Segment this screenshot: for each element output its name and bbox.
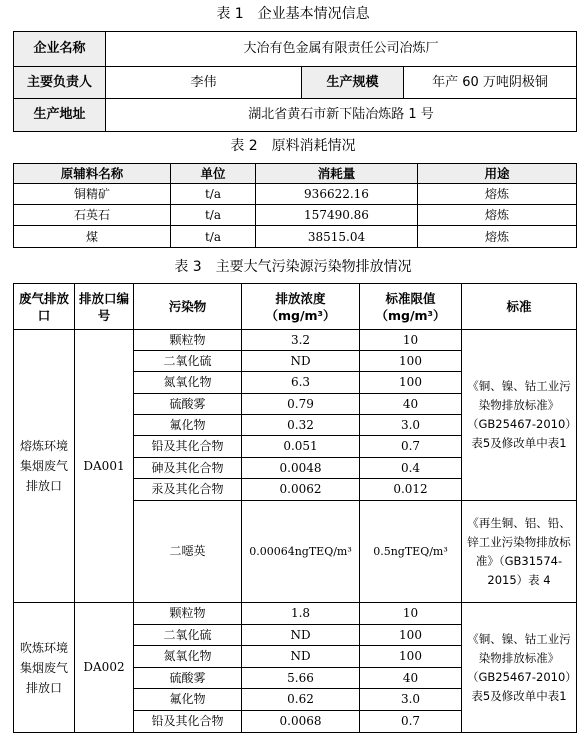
concentration: 0.0062 <box>242 479 360 501</box>
limit: 0.5ngTEQ/m³ <box>360 501 462 603</box>
standard-header: 标准 <box>462 284 577 330</box>
material-name: 煤 <box>14 226 171 248</box>
concentration: 0.79 <box>242 394 360 415</box>
pollutant: 硫酸雾 <box>134 394 242 415</box>
concentration: 0.0048 <box>242 458 360 479</box>
column-header: 原辅料名称 <box>14 164 171 184</box>
limit: 0.4 <box>360 458 462 479</box>
concentration: ND <box>242 646 360 668</box>
limit: 100 <box>360 646 462 668</box>
pollutant: 颗粒物 <box>134 330 242 351</box>
outlet-code: DA001 <box>75 330 134 603</box>
outlet-header: 废气排放口 <box>14 284 75 330</box>
code-header: 排放口编号 <box>75 284 134 330</box>
pollutant: 铅及其化合物 <box>134 711 242 733</box>
limit-unit: （mg/m³） <box>375 307 446 323</box>
outlet-code: DA002 <box>75 603 134 733</box>
concentration: 0.051 <box>242 436 360 458</box>
pollutant: 氮氧化物 <box>134 372 242 394</box>
enterprise-info-table <box>13 31 577 132</box>
leader-value: 李伟 <box>106 67 302 99</box>
material-name: 石英石 <box>14 205 171 226</box>
concentration: ND <box>242 351 360 372</box>
limit: 100 <box>360 372 462 394</box>
company-value: 大冶有色金属有限责任公司冶炼厂 <box>106 32 577 67</box>
consumption: 157490.86 <box>256 205 418 226</box>
concentration-label: 排放浓度 <box>275 290 326 306</box>
column-header: 消耗量 <box>256 164 418 184</box>
concentration-unit: （mg/m³） <box>265 307 336 323</box>
pollutant: 铅及其化合物 <box>134 436 242 458</box>
table3-caption: 表 3 主要大气污染源污染物排放情况 <box>174 259 412 275</box>
pollutant: 硫酸雾 <box>134 668 242 689</box>
table-row <box>14 226 577 248</box>
consumption: 936622.16 <box>256 184 418 205</box>
limit: 100 <box>360 625 462 646</box>
table-row <box>14 184 577 205</box>
pollutant: 二噁英 <box>134 501 242 603</box>
address-value: 湖北省黄石市新下陆冶炼路 1 号 <box>106 99 577 132</box>
pollutant: 氟化物 <box>134 689 242 711</box>
limit: 10 <box>360 330 462 351</box>
limit: 40 <box>360 668 462 689</box>
table1-caption: 表 1 企业基本情况信息 <box>216 6 370 22</box>
address-label: 生产地址 <box>14 99 106 132</box>
leader-label: 主要负责人 <box>14 67 106 99</box>
material-name: 铜精矿 <box>14 184 171 205</box>
concentration: ND <box>242 625 360 646</box>
concentration: 0.00064ngTEQ/m³ <box>242 501 360 603</box>
standard-text: 《铜、镍、钴工业污染物排放标准》（GB25467-2010）表5及修改单中表1 <box>462 603 577 733</box>
pollutant: 氮氧化物 <box>134 646 242 668</box>
limit: 0.7 <box>360 711 462 733</box>
table-row <box>14 330 577 351</box>
scale-label: 生产规模 <box>302 67 404 99</box>
usage: 熔炼 <box>418 226 577 248</box>
table-row <box>14 603 577 625</box>
concentration: 1.8 <box>242 603 360 625</box>
pollutant: 二氧化硫 <box>134 351 242 372</box>
usage: 熔炼 <box>418 205 577 226</box>
pollutant: 氟化物 <box>134 415 242 436</box>
concentration: 0.0068 <box>242 711 360 733</box>
pollutant: 二氧化硫 <box>134 625 242 646</box>
limit: 0.7 <box>360 436 462 458</box>
table-header-row <box>14 164 577 184</box>
concentration-header <box>242 284 360 330</box>
concentration: 3.2 <box>242 330 360 351</box>
limit: 40 <box>360 394 462 415</box>
limit-label: 标准限值 <box>385 290 436 306</box>
table-row <box>14 205 577 226</box>
standard-text: 《铜、镍、钴工业污染物排放标准》（GB25467-2010）表5及修改单中表1 <box>462 330 577 501</box>
air-emission-table <box>13 283 577 733</box>
standard-text: 《再生铜、铝、铅、锌工业污染物排放标准》（GB31574-2015）表 4 <box>462 501 577 603</box>
table2-caption: 表 2 原料消耗情况 <box>230 138 356 154</box>
consumption: 38515.04 <box>256 226 418 248</box>
pollutant: 颗粒物 <box>134 603 242 625</box>
unit: t/a <box>171 205 256 226</box>
concentration: 6.3 <box>242 372 360 394</box>
company-label: 企业名称 <box>14 32 106 67</box>
limit: 10 <box>360 603 462 625</box>
outlet-name: 吹炼环境集烟废气排放口 <box>14 603 75 733</box>
material-consumption-table <box>13 163 577 248</box>
limit: 100 <box>360 351 462 372</box>
unit: t/a <box>171 226 256 248</box>
pollutant: 汞及其化合物 <box>134 479 242 501</box>
concentration: 0.62 <box>242 689 360 711</box>
pollutant-header: 污染物 <box>134 284 242 330</box>
limit: 0.012 <box>360 479 462 501</box>
outlet-name: 熔炼环境集烟废气排放口 <box>14 330 75 603</box>
limit: 3.0 <box>360 689 462 711</box>
table-header-row <box>14 284 577 330</box>
usage: 熔炼 <box>418 184 577 205</box>
unit: t/a <box>171 184 256 205</box>
limit-header <box>360 284 462 330</box>
column-header: 用途 <box>418 164 577 184</box>
limit: 3.0 <box>360 415 462 436</box>
column-header: 单位 <box>171 164 256 184</box>
concentration: 0.32 <box>242 415 360 436</box>
pollutant: 砷及其化合物 <box>134 458 242 479</box>
concentration: 5.66 <box>242 668 360 689</box>
scale-value: 年产 60 万吨阴极铜 <box>404 67 577 99</box>
